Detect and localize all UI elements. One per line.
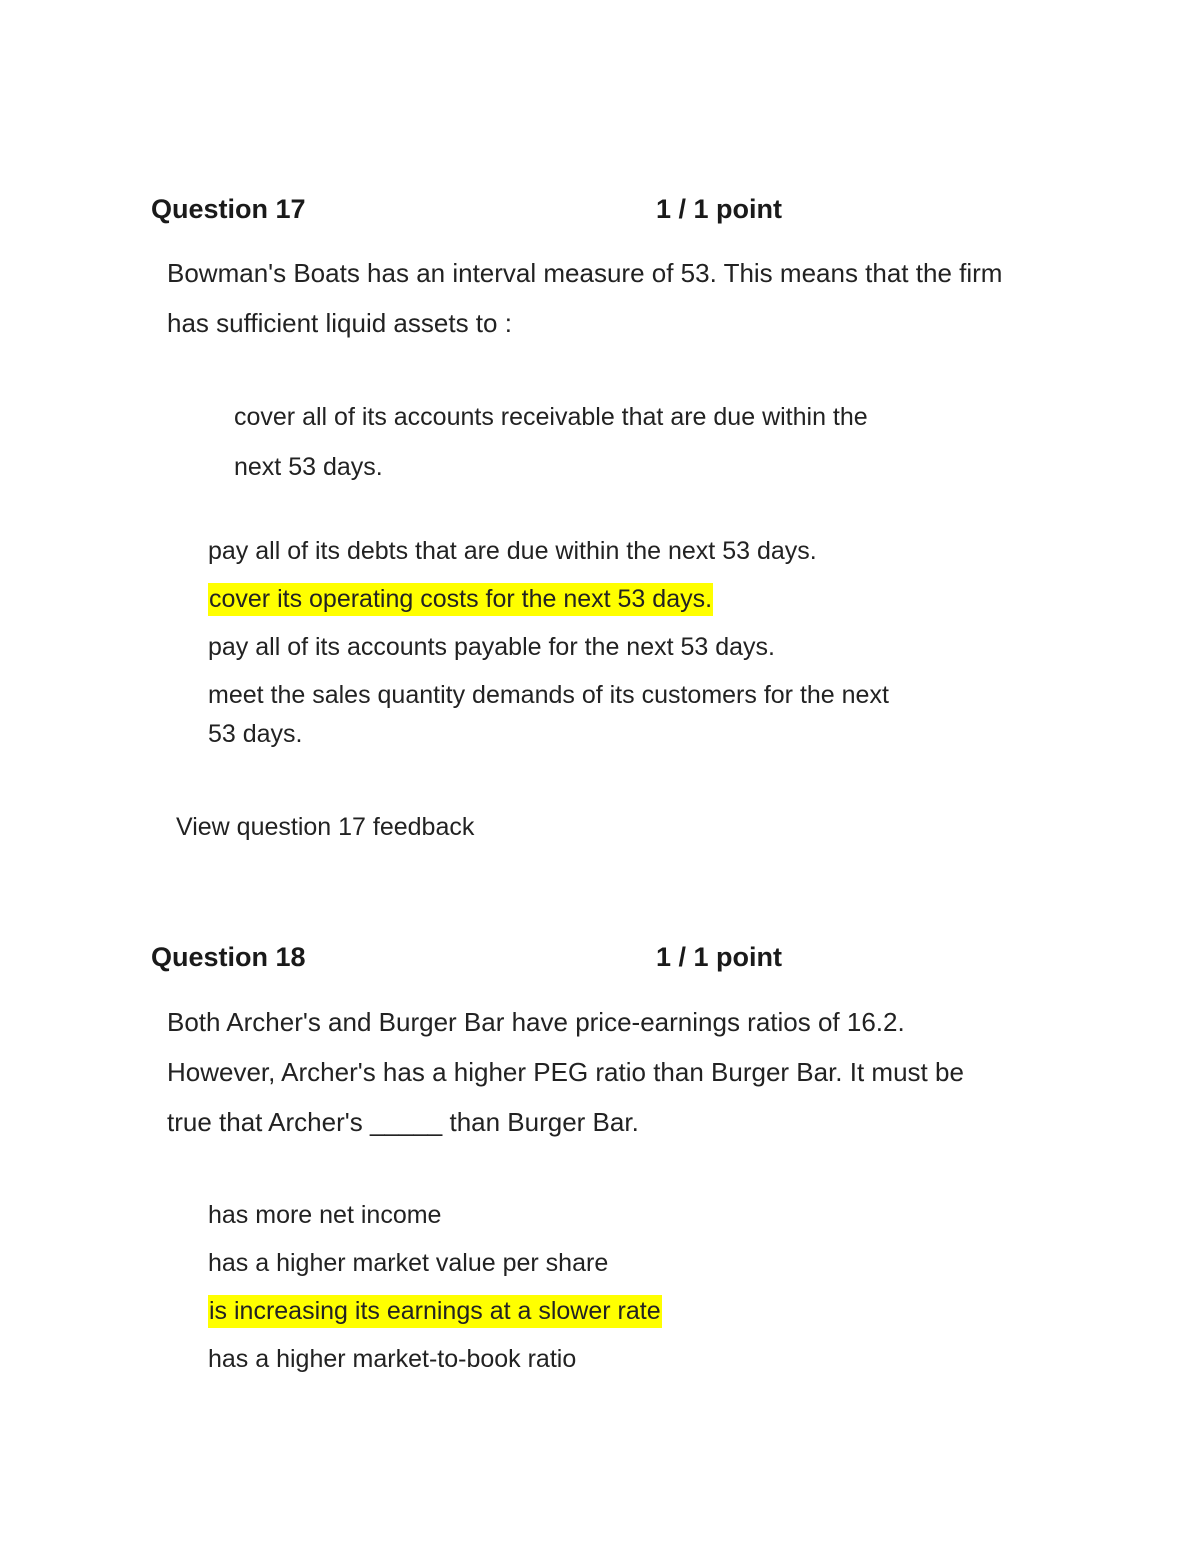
option-text-line: cover all of its accounts receivable that are due within the <box>234 403 868 431</box>
option-text-line: has a higher market value per share <box>208 1249 609 1277</box>
question-18-text-line-2: However, Archer's has a higher PEG ratio than Burger Bar. It must be <box>167 1057 964 1087</box>
question-18-title: Question 18 <box>151 942 306 972</box>
option-text-line: has a higher market-to-book ratio <box>208 1345 577 1373</box>
question-17-points: 1 / 1 point <box>656 194 783 224</box>
option-text-line: pay all of its debts that are due within the next 53 days. <box>208 537 817 565</box>
option-text-line: meet the sales quantity demands of its customers for the next <box>208 681 889 709</box>
option-text-line: pay all of its accounts payable for the next 53 days. <box>208 633 776 661</box>
highlighted-answer: cover its operating costs for the next 53 days. <box>208 583 713 616</box>
option-text-line: has more net income <box>208 1201 442 1229</box>
question-18-text-line-1: Both Archer's and Burger Bar have price-earnings ratios of 16.2. <box>167 1007 905 1037</box>
question-17-text-line-2: has sufficient liquid assets to : <box>167 308 512 338</box>
question-17-title: Question 17 <box>151 194 306 224</box>
option-text-line: 53 days. <box>208 720 303 748</box>
question-18-points: 1 / 1 point <box>656 942 783 972</box>
view-feedback-link[interactable]: View question 17 feedback <box>176 813 475 841</box>
option-text-line: next 53 days. <box>234 453 383 481</box>
highlighted-answer: is increasing its earnings at a slower rate <box>208 1295 662 1328</box>
question-17-text-line-1: Bowman's Boats has an interval measure of 53. This means that the firm <box>167 258 1003 288</box>
question-18-text-line-3: true that Archer's _____ than Burger Bar. <box>167 1107 639 1137</box>
